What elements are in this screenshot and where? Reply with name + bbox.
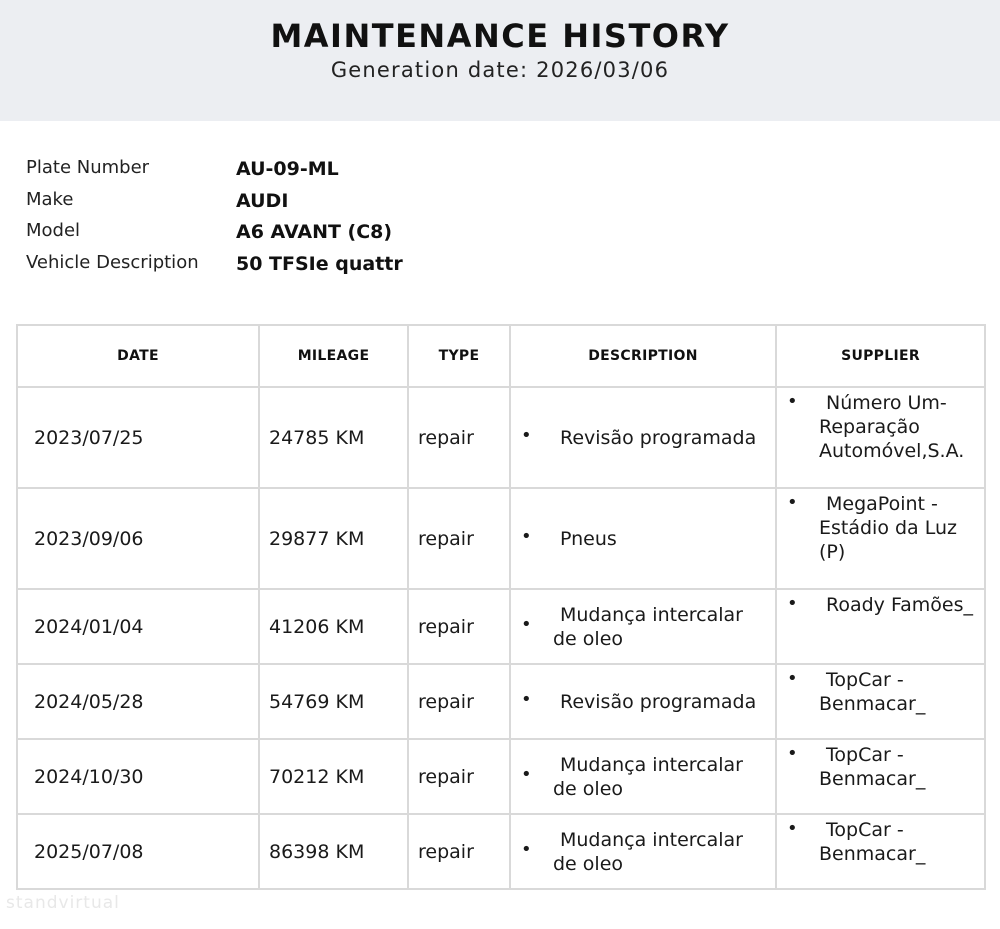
description-cell bbox=[510, 387, 776, 488]
supplier-cell bbox=[776, 664, 985, 739]
table-header-row bbox=[17, 325, 985, 387]
description-cell bbox=[510, 814, 776, 889]
description-text: Revisão programada bbox=[560, 690, 757, 713]
date-cell: 2023/07/25 bbox=[17, 387, 259, 488]
description-text: Mudança intercalar de oleo bbox=[553, 753, 743, 800]
description-text: Mudança intercalar de oleo bbox=[553, 828, 743, 875]
description-cell bbox=[510, 488, 776, 589]
vehicle-description-label: Vehicle Description bbox=[26, 252, 199, 274]
supplier-cell bbox=[776, 739, 985, 814]
table-row bbox=[17, 387, 985, 488]
column-header-description: DESCRIPTION bbox=[510, 325, 776, 387]
bullet-icon: • bbox=[787, 818, 798, 839]
model-value: A6 AVANT (C8) bbox=[236, 221, 393, 244]
supplier-text: MegaPoint - Estádio da Luz (P) bbox=[819, 493, 958, 563]
date-cell: 2024/10/30 bbox=[17, 739, 259, 814]
supplier-cell bbox=[776, 488, 985, 589]
plate-number-label: Plate Number bbox=[26, 157, 150, 178]
column-header-date: DATE bbox=[17, 325, 259, 387]
table-row bbox=[17, 814, 985, 889]
table-row bbox=[17, 664, 985, 739]
bullet-icon: • bbox=[521, 688, 532, 710]
column-header-supplier: SUPPLIER bbox=[776, 325, 985, 387]
mileage-cell: 54769 KM bbox=[259, 664, 408, 739]
vehicle-description-value: 50 TFSIe quattr bbox=[236, 253, 403, 276]
bullet-icon: • bbox=[521, 613, 532, 635]
report-title: MAINTENANCE HISTORY bbox=[270, 17, 730, 55]
bullet-icon: • bbox=[787, 391, 798, 412]
supplier-text: TopCar - Benmacar_ bbox=[819, 744, 926, 790]
mileage-cell: 41206 KM bbox=[259, 589, 408, 664]
supplier-cell bbox=[776, 814, 985, 889]
bullet-icon: • bbox=[521, 763, 532, 785]
bullet-icon: • bbox=[787, 593, 798, 614]
watermark-logo: standvirtual bbox=[6, 893, 120, 913]
date-cell: 2025/07/08 bbox=[17, 814, 259, 889]
type-cell: repair bbox=[408, 387, 510, 488]
supplier-cell bbox=[776, 387, 985, 488]
generation-date: Generation date: 2026/03/06 bbox=[330, 58, 670, 82]
report-header bbox=[0, 0, 1000, 121]
bullet-icon: • bbox=[787, 668, 798, 689]
type-cell: repair bbox=[408, 488, 510, 589]
make-value: AUDI bbox=[236, 189, 289, 212]
description-cell bbox=[510, 739, 776, 814]
model-label: Model bbox=[26, 220, 81, 242]
description-text: Mudança intercalar de oleo bbox=[553, 603, 743, 650]
maintenance-table bbox=[16, 324, 986, 890]
type-cell: repair bbox=[408, 739, 510, 814]
date-cell: 2024/01/04 bbox=[17, 589, 259, 664]
bullet-icon: • bbox=[521, 525, 532, 547]
date-cell: 2023/09/06 bbox=[17, 488, 259, 589]
description-text: Revisão programada bbox=[560, 426, 757, 449]
make-label: Make bbox=[26, 188, 74, 210]
plate-number-value: AU-09-ML bbox=[236, 158, 339, 180]
table-row bbox=[17, 739, 985, 814]
date-cell: 2024/05/28 bbox=[17, 664, 259, 739]
type-cell: repair bbox=[408, 814, 510, 889]
description-text: Pneus bbox=[560, 527, 617, 550]
mileage-cell: 86398 KM bbox=[259, 814, 408, 889]
bullet-icon: • bbox=[787, 743, 798, 764]
mileage-cell: 29877 KM bbox=[259, 488, 408, 589]
supplier-text: Roady Famões_ bbox=[826, 594, 974, 616]
mileage-cell: 70212 KM bbox=[259, 739, 408, 814]
bullet-icon: • bbox=[521, 838, 532, 860]
supplier-text: TopCar - Benmacar_ bbox=[819, 669, 926, 715]
bullet-icon: • bbox=[787, 492, 798, 513]
supplier-cell bbox=[776, 589, 985, 664]
table-row bbox=[17, 589, 985, 664]
mileage-cell: 24785 KM bbox=[259, 387, 408, 488]
description-cell bbox=[510, 589, 776, 664]
type-cell: repair bbox=[408, 664, 510, 739]
supplier-text: TopCar - Benmacar_ bbox=[819, 819, 926, 865]
type-cell: repair bbox=[408, 589, 510, 664]
column-header-type: TYPE bbox=[408, 325, 510, 387]
supplier-text: Número Um-Reparação Automóvel,S.A. bbox=[819, 392, 965, 462]
bullet-icon: • bbox=[521, 424, 532, 446]
column-header-mileage: MILEAGE bbox=[259, 325, 408, 387]
table-row bbox=[17, 488, 985, 589]
description-cell bbox=[510, 664, 776, 739]
